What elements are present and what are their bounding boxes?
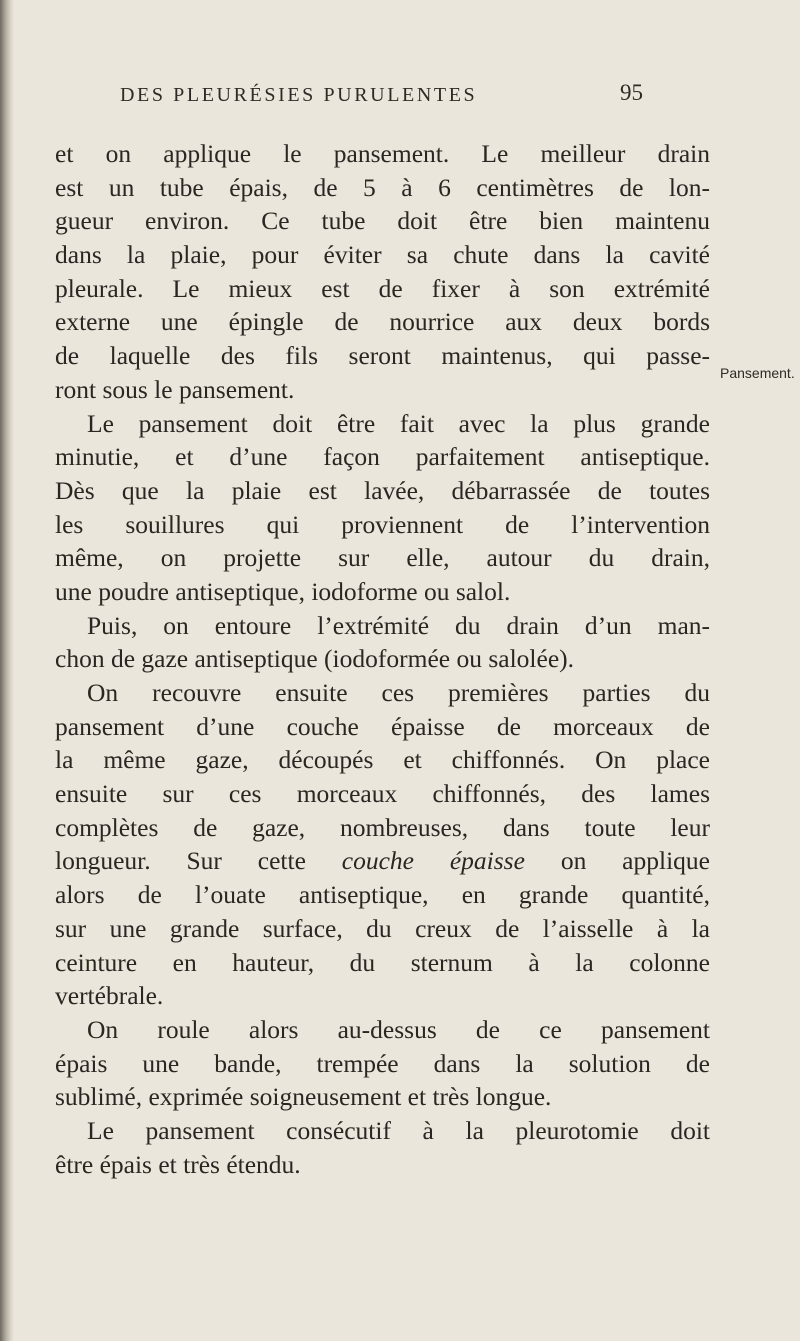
- text-line: les souillures qui proviennent de l’intervention: [55, 509, 710, 539]
- text-line: sublimé, exprimée soigneusement et très longue.: [55, 1082, 552, 1112]
- body-text: [55, 137, 710, 1181]
- text-line: pansement d’une couche épaisse de morceaux de: [55, 711, 710, 741]
- text-line: pleurale. Le mieux est de fixer à son extrémité: [55, 273, 710, 303]
- paragraph-start-line: On roule alors au-dessus de ce pansement: [87, 1014, 710, 1044]
- paragraph-start-line: On recouvre ensuite ces premières parties du: [87, 678, 710, 707]
- paragraph-start-line: Le pansement consécutif à la pleurotomie doit: [87, 1115, 710, 1145]
- running-title: DES PLEURÉSIES PURULENTES: [120, 84, 478, 106]
- text-line: ceinture en hauteur, du sternum à la colonne: [55, 947, 710, 977]
- text-line: chon de gaze antiseptique (iodoformée ou salolée).: [55, 644, 575, 674]
- text-line: vertébrale.: [55, 981, 164, 1011]
- emphasized-text: couche épaisse: [341, 846, 525, 876]
- text-line: ensuite sur ces morceaux chiffonnés, des lames: [55, 779, 710, 809]
- text-line: sur une grande surface, du creux de l’aisselle à la: [55, 913, 710, 943]
- marginal-note: Pansement.: [720, 365, 795, 381]
- text-line: dans la plaie, pour éviter sa chute dans la cavité: [55, 240, 710, 270]
- text-line: et on applique le pansement. Le meilleur drain: [55, 139, 710, 168]
- text-line: une poudre antiseptique, iodoforme ou salol.: [55, 576, 511, 606]
- text-line: externe une épingle de nourrice aux deux bords: [55, 307, 710, 337]
- text-line: de laquelle des fils seront maintenus, qui passe-: [55, 341, 710, 371]
- running-head: [0, 0, 800, 130]
- text-line: alors de l’ouate antiseptique, en grande quantité,: [55, 880, 710, 910]
- text-line: complètes de gaze, nombreuses, dans toute leur: [55, 812, 710, 842]
- text-line: ront sous le pansement.: [55, 374, 295, 404]
- text-line: épais une bande, trempée dans la solution de: [55, 1048, 710, 1078]
- text-line: même, on projette sur elle, autour du drain,: [55, 543, 710, 573]
- text-segment: on applique: [560, 846, 710, 876]
- text-line: être épais et très étendu.: [55, 1149, 301, 1179]
- paragraph-start-line: Puis, on entoure l’extrémité du drain d’un man-: [87, 610, 710, 640]
- text-line: la même gaze, découpés et chiffonnés. On place: [55, 745, 710, 775]
- paragraph-start-line: Le pansement doit être fait avec la plus grande: [87, 408, 710, 438]
- text-line: est un tube épais, de 5 à 6 centimètres de lon-: [55, 172, 710, 202]
- text-line: gueur environ. Ce tube doit être bien maintenu: [55, 206, 710, 236]
- text-segment: longueur. Sur cette: [55, 846, 306, 876]
- text-line: Dès que la plaie est lavée, débarrassée de toutes: [55, 475, 710, 505]
- page-edge: [0, 0, 14, 1341]
- text-line-with-emphasis: [55, 844, 710, 878]
- text-line: minutie, et d’une façon parfaitement antiseptique.: [55, 442, 710, 472]
- page-number: 95: [620, 80, 643, 105]
